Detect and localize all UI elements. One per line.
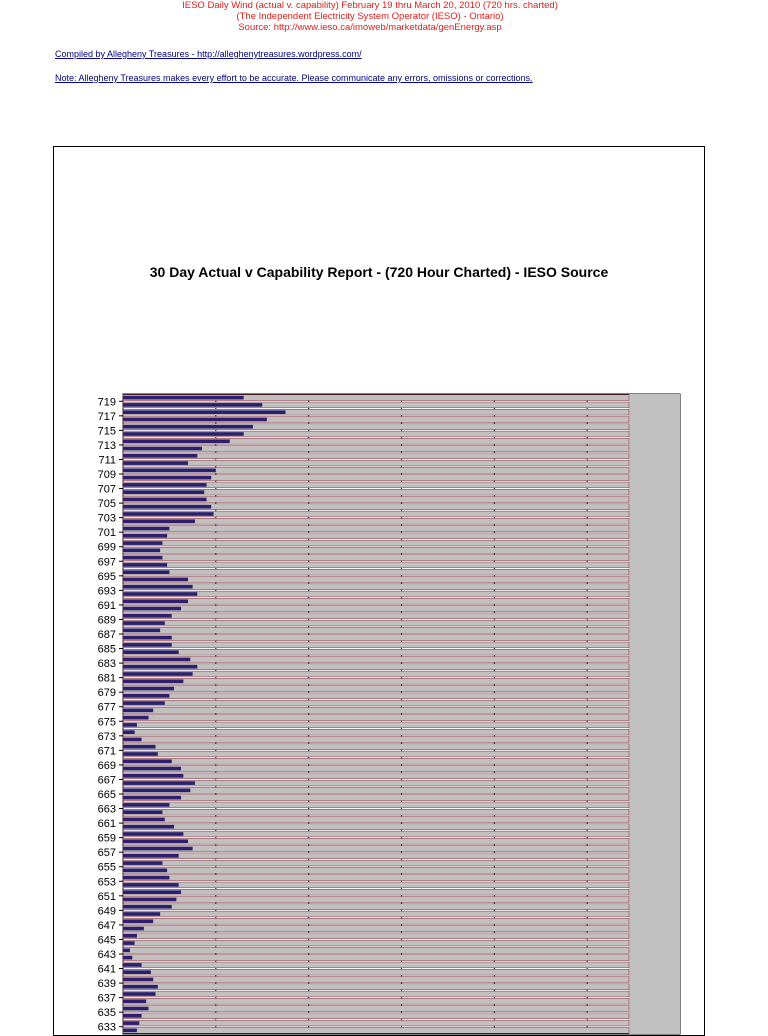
y-tick-label: 663 (97, 803, 116, 816)
capability-bar (123, 795, 629, 801)
capability-bar (123, 671, 629, 677)
capability-bar (123, 940, 629, 946)
actual-bar (123, 832, 183, 836)
capability-bar (123, 751, 629, 757)
y-tick-label: 645 (97, 934, 116, 947)
header-line-2: (The Independent Electricity System Operator (IESO) - Ontario) (236, 11, 504, 22)
y-tick-label: 653 (97, 876, 116, 889)
capability-bar (123, 642, 629, 648)
capability-bar (123, 867, 629, 873)
capability-bar (123, 897, 629, 903)
actual-bar (123, 752, 158, 756)
y-tick-label: 661 (97, 818, 116, 831)
capability-bar (123, 555, 629, 561)
capability-bar (123, 977, 629, 983)
y-tick-label: 641 (97, 963, 116, 976)
actual-bar (123, 956, 132, 960)
capability-bar (123, 1020, 629, 1026)
actual-bar (123, 469, 216, 473)
capability-bar (123, 686, 629, 692)
capability-bar (123, 853, 629, 859)
actual-bar (123, 396, 244, 400)
capability-bar (123, 875, 629, 881)
actual-bar (123, 694, 169, 698)
actual-bar (123, 614, 172, 618)
capability-bar (123, 802, 629, 808)
actual-bar (123, 665, 197, 669)
y-tick-label: 675 (97, 716, 116, 729)
y-tick-label: 683 (97, 658, 116, 671)
y-tick-label: 679 (97, 687, 116, 700)
capability-bar (123, 722, 629, 728)
actual-bar (123, 854, 179, 858)
y-tick-label: 707 (97, 483, 116, 496)
y-tick-label: 693 (97, 585, 116, 598)
actual-bar (123, 418, 267, 422)
y-tick-label: 689 (97, 614, 116, 627)
actual-bar (123, 927, 144, 931)
actual-bar (123, 861, 162, 865)
capability-bar (123, 613, 629, 619)
actual-bar (123, 679, 183, 683)
actual-bar (123, 534, 167, 538)
header-line-3: Source: http://www.ieso.ca/imoweb/marketdata/genEnergy.asp (238, 22, 502, 33)
actual-bar (123, 905, 172, 909)
y-tick-label: 655 (97, 861, 116, 874)
actual-bar (123, 490, 204, 494)
capability-bar (123, 1027, 629, 1033)
actual-bar (123, 476, 211, 480)
capability-bar (123, 518, 629, 524)
actual-bar (123, 425, 253, 429)
actual-bar (123, 519, 195, 523)
capability-bar (123, 991, 629, 997)
capability-bar (123, 577, 629, 583)
capability-bar (123, 635, 629, 641)
capability-bar (123, 962, 629, 968)
actual-bar (123, 432, 244, 436)
actual-bar (123, 461, 188, 465)
actual-bar (123, 643, 172, 647)
actual-bar (123, 403, 262, 407)
capability-bar (123, 737, 629, 743)
actual-bar (123, 578, 188, 582)
actual-bar (123, 789, 190, 793)
y-tick-label: 701 (97, 527, 116, 540)
actual-bar (123, 876, 169, 880)
actual-bar (123, 825, 174, 829)
y-tick-label: 713 (97, 439, 116, 452)
capability-bar (123, 657, 629, 663)
capability-bar (123, 526, 629, 532)
capability-bar (123, 933, 629, 939)
chart-title: 30 Day Actual v Capability Report - (720 Hour Charted) - IESO Source (149, 264, 609, 280)
capability-bar (123, 984, 629, 990)
y-tick-label: 715 (97, 425, 116, 438)
actual-bar (123, 941, 135, 945)
actual-bar (123, 636, 172, 640)
capability-bar (123, 817, 629, 823)
capability-bar (123, 860, 629, 866)
y-tick-label: 669 (97, 759, 116, 772)
actual-bar (123, 650, 179, 654)
y-tick-label: 719 (97, 396, 116, 409)
y-tick-label: 671 (97, 745, 116, 758)
capability-bar (123, 620, 629, 626)
y-tick-label: 643 (97, 949, 116, 961)
actual-bar (123, 505, 211, 509)
capability-bar (123, 918, 629, 924)
capability-area (629, 394, 680, 1034)
capability-bar (123, 729, 629, 735)
capability-bar (123, 460, 629, 466)
y-tick-label: 717 (97, 410, 116, 423)
y-tick-label: 687 (97, 629, 116, 641)
actual-bar (123, 599, 188, 603)
actual-bar (123, 745, 155, 749)
capability-bar (123, 911, 629, 917)
actual-bar (123, 992, 155, 996)
actual-bar (123, 709, 153, 713)
actual-bar (123, 796, 181, 800)
y-tick-label: 649 (97, 905, 116, 918)
capability-bar (123, 598, 629, 604)
accuracy-note: Note: Allegheny Treasures makes every effort to be accurate. Please communicate any errors, omissions or corrections. (55, 73, 533, 83)
actual-bar (123, 999, 146, 1003)
capability-bar (123, 715, 629, 721)
actual-bar (123, 949, 130, 953)
actual-bar (123, 1029, 137, 1033)
capability-bar (123, 947, 629, 953)
actual-bar (123, 912, 160, 916)
capability-bar (123, 547, 629, 553)
actual-bar (123, 439, 230, 443)
capability-bar (123, 707, 629, 713)
actual-bar (123, 570, 169, 574)
actual-bar (123, 701, 165, 705)
capability-bar (123, 569, 629, 575)
actual-bar (123, 767, 181, 771)
capability-bar (123, 998, 629, 1004)
capability-bar (123, 809, 629, 815)
y-tick-label: 691 (97, 599, 116, 612)
capability-bar (123, 591, 629, 597)
capability-bar (123, 882, 629, 888)
capability-bar (123, 664, 629, 670)
capability-bar (123, 453, 629, 459)
actual-bar (123, 978, 153, 982)
actual-bar (123, 629, 160, 633)
capability-bar (123, 904, 629, 910)
actual-bar (123, 970, 151, 974)
actual-bar (123, 847, 193, 851)
actual-bar (123, 723, 137, 727)
actual-bar (123, 607, 181, 611)
actual-bar (123, 738, 142, 742)
capability-bar (123, 955, 629, 961)
y-tick-label: 657 (97, 847, 116, 860)
actual-bar (123, 1007, 149, 1011)
capability-bar (123, 540, 629, 546)
capability-bar (123, 773, 629, 779)
actual-bar (123, 541, 162, 545)
actual-bar (123, 585, 193, 589)
capability-bar (123, 969, 629, 975)
capability-bar (123, 649, 629, 655)
actual-bar (123, 934, 137, 938)
actual-bar (123, 512, 214, 516)
actual-bar (123, 774, 183, 778)
header-line-1: IESO Daily Wind (actual v. capability) February 19 thru March 20, 2010 (720 hrs. charted) (182, 0, 558, 11)
capability-bar (123, 744, 629, 750)
actual-bar (123, 687, 174, 691)
actual-bar (123, 549, 160, 553)
actual-bar (123, 730, 135, 734)
actual-bar (123, 781, 195, 785)
y-tick-label: 647 (97, 919, 116, 932)
capability-bar (123, 693, 629, 699)
capability-bar (123, 758, 629, 764)
actual-bar (123, 527, 169, 531)
capability-bar (123, 787, 629, 793)
actual-bar (123, 592, 197, 596)
capability-bar (123, 846, 629, 852)
actual-bar (123, 621, 165, 625)
capability-bar (123, 838, 629, 844)
actual-bar (123, 985, 158, 989)
y-tick-label: 677 (97, 701, 116, 714)
capability-bar (123, 780, 629, 786)
actual-bar (123, 839, 188, 843)
actual-bar (123, 810, 162, 814)
y-tick-label: 711 (98, 454, 116, 467)
y-tick-label: 633 (97, 1021, 116, 1034)
actual-bar (123, 919, 153, 923)
actual-bar (123, 890, 181, 894)
y-tick-label: 665 (97, 789, 116, 801)
compiled-by-text[interactable]: Compiled by Allegheny Treasures - http://alleghenytreasures.wordpress.com/ (55, 49, 362, 59)
capability-bar (123, 766, 629, 772)
y-tick-label: 709 (97, 469, 116, 481)
capability-bar (123, 562, 629, 568)
actual-bar (123, 410, 285, 414)
actual-bar (123, 963, 142, 967)
y-tick-label: 637 (97, 992, 116, 1005)
capability-bar (123, 889, 629, 895)
actual-bar (123, 883, 179, 887)
y-tick-label: 699 (97, 541, 116, 554)
actual-bar (123, 818, 165, 822)
capability-bar (123, 627, 629, 633)
capability-bar (123, 831, 629, 837)
actual-bar (123, 803, 169, 807)
actual-bar (123, 1014, 142, 1018)
actual-bar (123, 447, 202, 451)
capability-bar (123, 678, 629, 684)
capability-bar (123, 926, 629, 932)
capability-bar (123, 824, 629, 830)
y-tick-label: 667 (97, 774, 116, 787)
y-tick-label: 635 (97, 1007, 116, 1020)
actual-bar (123, 483, 207, 487)
actual-bar (123, 563, 167, 567)
y-tick-label: 705 (97, 498, 116, 511)
actual-bar (123, 672, 193, 676)
capability-bar (123, 1013, 629, 1019)
capability-bar (123, 606, 629, 612)
actual-bar (123, 869, 167, 873)
y-tick-label: 639 (97, 978, 116, 991)
y-tick-label: 673 (97, 730, 116, 743)
actual-bar (123, 759, 172, 763)
y-tick-label: 697 (97, 556, 116, 569)
actual-bar (123, 498, 207, 502)
actual-bar (123, 556, 162, 560)
actual-bar (123, 716, 149, 720)
capability-bar (123, 1006, 629, 1012)
capability-bar (123, 584, 629, 590)
capability-bar (123, 700, 629, 706)
actual-bar (123, 1021, 139, 1025)
y-tick-label: 651 (97, 890, 116, 903)
actual-bar (123, 898, 176, 902)
y-tick-label: 659 (97, 832, 116, 845)
capability-bar (123, 533, 629, 539)
y-tick-label: 703 (97, 512, 116, 525)
y-tick-label: 695 (97, 570, 116, 583)
y-tick-label: 685 (97, 643, 116, 656)
y-tick-label: 681 (97, 672, 116, 685)
actual-bar (123, 454, 197, 458)
actual-bar (123, 658, 190, 662)
